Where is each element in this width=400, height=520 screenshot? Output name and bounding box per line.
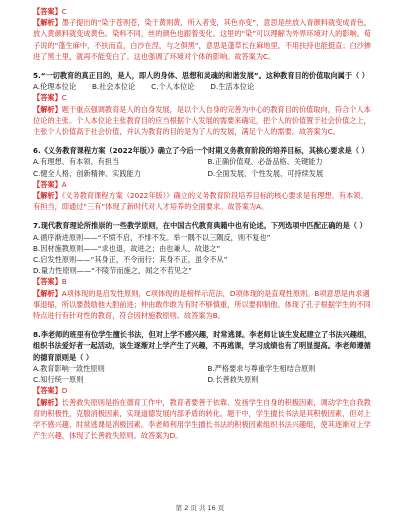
q8-option-d: D.长善救失原则 <box>207 375 259 385</box>
q5-stem: 5.“一切教育的真正目的，是人，即人的身体、思想和灵魂的和谐发展”。这种教育目的价值取向属于（ ） <box>33 71 369 81</box>
q7-analysis-block <box>33 288 374 322</box>
q6-analysis: 《义务教育课程方案（2022年版）》确立的义务教育阶段培养目标的核心要求是有理想、有本领、有担当，即通过“三有”体现了新时代对人才培养的全面要求。故答案为A。 <box>33 191 368 212</box>
answer-tag: 【答案】 <box>33 277 62 287</box>
q8-option-b: B.严格要求与尊重学生相结合原则 <box>207 363 316 373</box>
q6-analysis-block <box>33 190 374 212</box>
q8-option-a: A.教育影响一致性原则 <box>33 363 105 373</box>
q5-option-b: B.社会本位论 <box>92 82 136 92</box>
q6-option-a: A.有理想、有本领、有担当 <box>33 157 120 167</box>
answer-tag: 【答案】 <box>33 7 62 16</box>
q6-options <box>33 156 374 178</box>
q7-stem: 7.现代教育理论所推崇的一些教学原则，在中国古代教育典籍中也有论述。下列选项中匹配正确的是（ ） <box>33 221 367 231</box>
q5-option-a: A.伦理本位论 <box>33 82 77 92</box>
q6-option-c: C.健全人格、创新精神、实践能力 <box>33 168 141 178</box>
q7-answer: B <box>61 277 67 287</box>
q8-answer-line <box>33 385 374 396</box>
q6-option-d: D.全面发展、个性发展、可持续发展 <box>207 168 324 178</box>
answer-tag: 【答案】 <box>33 386 62 396</box>
page-footer: 第 2 页 共 16 页 <box>175 503 225 512</box>
q7-analysis: A项体现的是启发性原则，C项体现的是榜样示范法，D项体现的是直观性原则。B项意思是冉求遇事退缩，所以要鼓励他大胆前进；仲由敢作敢为有时不够慎重，所以要抑制他。体现了孔子根据学生的不同特点进行有针对性的教育，符合因材施教原则。故答案为B。 <box>33 288 371 321</box>
q5-option-c: C.个人本位论 <box>151 82 195 92</box>
q4-analysis: 墨子提出的“染于苍则苍，染于黄则黄，所入者变，其色亦变”，意思是丝放入青颜料就变成青色，放入黄颜料就变成黄色。染料不同，丝的颜色也跟着变化。这里的“染”可以理解为外界环境对人的影响。荀子说的“蓬生麻中，不扶而直，白沙在涅，与之俱黑”，意思是蓬草长在麻地里，不用扶持也能挺直；白沙掺进了黑土里，就再不能变白了。这也强调了环境对个体的影响。故答案为C。 <box>33 18 372 61</box>
q5-analysis-block <box>33 104 374 138</box>
q8-answer: D <box>61 386 68 396</box>
q4-answer-line <box>33 6 374 17</box>
q7-option-b: B.因材施教原则——“求也退，故进之；由也兼人，故退之” <box>33 243 221 253</box>
q7-answer-line <box>33 276 374 287</box>
analysis-tag: 【解析】 <box>33 18 62 28</box>
answer-tag: 【答案】 <box>33 93 62 103</box>
q7-option-c: C.启发性原则——“其身正，不令而行；其身不正，虽令不从” <box>33 255 228 265</box>
q6-option-b: B.正确价值观、必备品格、关键能力 <box>207 157 323 167</box>
q6-stem: 6.《义务教育课程方案（2022年版）》确立了今后一个时期义务教育阶段的培养目标，其核心要求是（ ） <box>33 146 369 156</box>
q8-stem: 8.李老师的班里有位学生擅长书法，但对上学不感兴趣，时常逃课。李老师让该生发起建立了书法兴趣组，组织书法爱好者一起活动，该生逐渐对上学产生了兴趣，不再逃课，学习成绩也有了明显提高。李老师遵循的德育原则是（ ） <box>33 330 372 362</box>
q8-option-c: C.知行统一原则 <box>33 375 84 385</box>
q4-answer: C <box>61 7 67 16</box>
q8-analysis: 长善救失原则是指在德育工作中，教育者要善于依靠、发扬学生自身的积极因素，调动学生自我教育的积极性，克服消极因素，实现道德发展内部矛盾的转化。题干中，学生擅长书法是其积极因素，但对上学不感兴趣、时常逃课是消极因素。李老师利用学生擅长书法的积极因素组织书法兴趣组，使其逐渐对上学产生兴趣，体现了长善救失原则。故答案为D。 <box>33 397 371 441</box>
q5-options <box>33 81 374 92</box>
analysis-tag: 【解析】 <box>33 288 62 298</box>
q5-answer: C <box>61 93 67 103</box>
q6-answer: A <box>61 179 67 189</box>
analysis-tag: 【解析】 <box>33 104 62 114</box>
q5-analysis: 题干重点强调教育是人的自身发展，是以个人自身的完善为中心的教育目的价值取向，符合个人本位论的主张。个人本位论主张教育目的应当根据个人发展的需要来确定，把个人的价值置于社会价值之上，主张个人价值高于社会价值，并认为教育的目的是为了人的发展，满足个人的需要。故答案为C。 <box>33 104 371 137</box>
answer-tag: 【答案】 <box>33 179 62 189</box>
q7-option-d: D.量力性原则——“不陵节而施之，闻之不若见之” <box>33 266 193 276</box>
q4-analysis-block <box>33 17 374 62</box>
q5-answer-line <box>33 92 374 103</box>
q7-option-a: A.循序渐进原则——“不愤不启，不悱不发。举一隅不以三隅反，则不复也” <box>33 232 271 242</box>
q6-answer-line <box>33 179 374 190</box>
analysis-tag: 【解析】 <box>33 397 62 407</box>
q8-options <box>33 363 374 385</box>
q8-analysis-block <box>33 397 374 442</box>
q5-option-d: D.生活本位论 <box>210 82 255 92</box>
analysis-tag: 【解析】 <box>33 191 62 201</box>
